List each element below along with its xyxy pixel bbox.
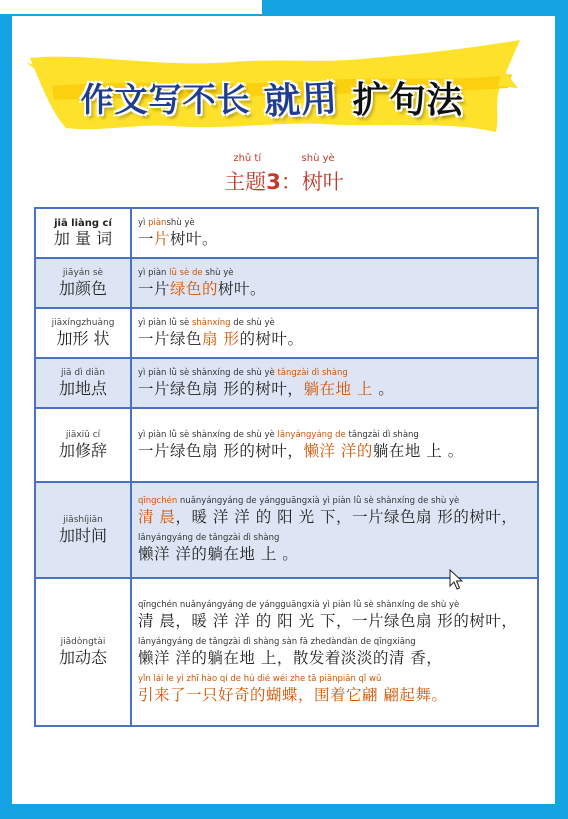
- text-segment: 一片绿色扇 形的树叶，: [138, 379, 304, 398]
- pinyin-segment: qīngchén nuǎnyángyáng de yángguāngxià yì piàn lǜ sè shànxíng de shù yè: [138, 599, 460, 610]
- banner-part2: 就用: [263, 78, 340, 123]
- table-row: [35, 208, 538, 258]
- sentence-pinyin-line: [138, 368, 533, 379]
- row-label-text: 加动态: [58, 647, 107, 667]
- highlight-text: 扇 形: [202, 329, 240, 348]
- row-label-pinyin: jiāyán sè: [62, 267, 104, 278]
- highlight-pinyin: qīngchén: [138, 496, 180, 506]
- row-label-pinyin: jiā liàng cí: [54, 217, 112, 229]
- row-label-cell: [35, 408, 131, 482]
- sentence-text-line: [138, 329, 533, 349]
- pinyin-segment: yì piàn lǜ sè: [138, 317, 192, 328]
- text-segment: 一片绿色扇 形的树叶，: [138, 441, 304, 460]
- highlight-pinyin: yǐn lái le yì zhī hào qí de hú dié wéi zhe tā piānpiān qǐ wǔ: [138, 673, 382, 684]
- sentence-pinyin-line: [138, 430, 533, 441]
- banner-part1: 作文写不长: [80, 80, 251, 119]
- sentence-pinyin-line: [138, 218, 533, 229]
- banner-title: [22, 72, 522, 123]
- banner-part3: 扩句法: [352, 80, 464, 121]
- pinyin-segment: de shù yè: [233, 317, 275, 328]
- pinyin-segment: tǎngzài dì shàng: [348, 429, 419, 440]
- row-sentence-cell: [131, 208, 538, 258]
- row-sentence-cell: [131, 578, 538, 726]
- topic-number: 3: [266, 170, 281, 194]
- highlight-text: 绿色的: [170, 279, 219, 298]
- highlight-text: 懒洋 洋的: [303, 441, 373, 460]
- text-segment: 一: [138, 229, 155, 248]
- row-label-cell: [35, 578, 131, 726]
- top-white-strip: [0, 0, 262, 14]
- expansion-table: [34, 207, 539, 727]
- highlight-text: 片: [154, 229, 171, 248]
- highlight-pinyin: lǎnyángyáng de: [277, 429, 349, 440]
- mouse-cursor-icon: [449, 569, 463, 591]
- row-label-cell: [35, 482, 131, 578]
- row-sentence-cell: [131, 308, 538, 358]
- highlight-text: 引来了一只好奇的蝴蝶，围着它翩 翩起舞。: [138, 685, 448, 704]
- highlight-pinyin: shànxíng: [191, 317, 234, 328]
- text-segment: 树叶。: [218, 279, 267, 298]
- row-label-text: 加地点: [58, 378, 107, 398]
- sentence-pinyin-line: [138, 637, 533, 648]
- row-sentence-cell: [131, 358, 538, 408]
- table-row: [35, 482, 538, 578]
- table-row: [35, 408, 538, 482]
- highlight-pinyin: piàn: [148, 217, 167, 228]
- row-sentence-cell: [131, 408, 538, 482]
- sentence-pinyin-line: [138, 674, 533, 685]
- topic-colon: ：: [280, 170, 302, 194]
- sentence-pinyin-line: [138, 268, 533, 279]
- pinyin-segment: yì piàn lǜ sè shànxíng de shù yè: [138, 429, 278, 440]
- topic-heading: [0, 166, 568, 196]
- text-segment: 树叶。: [170, 229, 219, 248]
- title-banner: [22, 28, 522, 138]
- sentence-text-line: [138, 229, 533, 249]
- pinyin-segment: yì piàn: [138, 267, 170, 278]
- row-sentence-cell: [131, 482, 538, 578]
- row-label-cell: [35, 258, 131, 308]
- text-segment: 一片: [138, 279, 171, 298]
- sentence-text-line: [138, 544, 533, 564]
- sentence-text-line: [138, 611, 533, 631]
- row-label-pinyin: jiāxíngzhuàng: [51, 317, 115, 328]
- row-label-pinyin: jiāshíjiān: [63, 514, 103, 525]
- sentence-text-line: [138, 685, 533, 705]
- table-row: [35, 258, 538, 308]
- topic-pinyin: [0, 153, 568, 165]
- row-label-cell: [35, 358, 131, 408]
- row-label-text: 加修辞: [58, 440, 107, 460]
- text-segment: 。: [372, 379, 395, 398]
- row-label-text: 加形 状: [56, 328, 110, 348]
- row-label-pinyin: jiā dì diǎn: [61, 367, 105, 378]
- pinyin-segment: yì: [138, 217, 149, 228]
- table-row: [35, 308, 538, 358]
- row-label-text: 加时间: [58, 525, 107, 545]
- table-row: [35, 578, 538, 726]
- sentence-text-line: [138, 441, 533, 461]
- sentence-text-line: [138, 507, 533, 527]
- topic-subject: 树叶: [301, 170, 344, 194]
- sentence-pinyin-line: [138, 533, 533, 544]
- sentence-text-line: [138, 279, 533, 299]
- sentence-text-line: [138, 648, 533, 668]
- row-sentence-cell: [131, 258, 538, 308]
- text-segment: 躺在地 上 。: [372, 441, 464, 460]
- row-label-text: 加 量 词: [53, 228, 113, 248]
- topic-prefix: 主题: [224, 170, 267, 194]
- row-label-cell: [35, 308, 131, 358]
- text-segment: 清 晨，暖 洋 洋 的 阳 光 下，一片绿色扇 形的树叶，: [138, 611, 518, 630]
- topic-pinyin-2: shù yè: [301, 153, 335, 164]
- highlight-text: 清 晨: [138, 508, 176, 526]
- sentence-pinyin-line: [138, 600, 533, 611]
- highlight-pinyin: lǜ sè de: [169, 267, 206, 278]
- pinyin-segment: lǎnyángyáng de tǎngzài dì shàng sàn fā zhedàndàn de qīngxiāng: [138, 636, 416, 647]
- topic-pinyin-1: zhǔ tí: [233, 153, 262, 164]
- highlight-text: 躺在地 上: [303, 379, 373, 398]
- row-label-text: 加颜色: [58, 278, 107, 298]
- row-label-pinyin: jiāxiū cí: [65, 429, 101, 440]
- pinyin-segment: nuǎnyángyáng de yángguāngxià yì piàn lǜ sè shànxíng de shù yè: [179, 496, 460, 506]
- text-segment: 懒洋 洋的躺在地 上，散发着淡淡的清 香，: [138, 648, 443, 667]
- pinyin-segment: shù yè: [166, 217, 195, 228]
- text-segment: ，暖 洋 洋 的 阳 光 下，一片绿色扇 形的树叶，: [175, 508, 518, 526]
- pinyin-segment: lǎnyángyáng de tǎngzài dì shàng: [138, 533, 280, 543]
- highlight-pinyin: tǎngzài dì shàng: [277, 367, 348, 378]
- row-label-cell: [35, 208, 131, 258]
- sentence-pinyin-line: [138, 318, 533, 329]
- row-label-pinyin: jiādòngtài: [60, 636, 106, 647]
- pinyin-segment: yì piàn lǜ sè shànxíng de shù yè: [138, 367, 278, 378]
- text-segment: 懒洋 洋的躺在地 上 。: [138, 545, 299, 563]
- pinyin-segment: shù yè: [205, 267, 234, 278]
- text-segment: 一片绿色: [138, 329, 203, 348]
- sentence-text-line: [138, 379, 533, 399]
- table-row: [35, 358, 538, 408]
- sentence-pinyin-line: [138, 496, 533, 507]
- text-segment: 的树叶。: [239, 329, 304, 348]
